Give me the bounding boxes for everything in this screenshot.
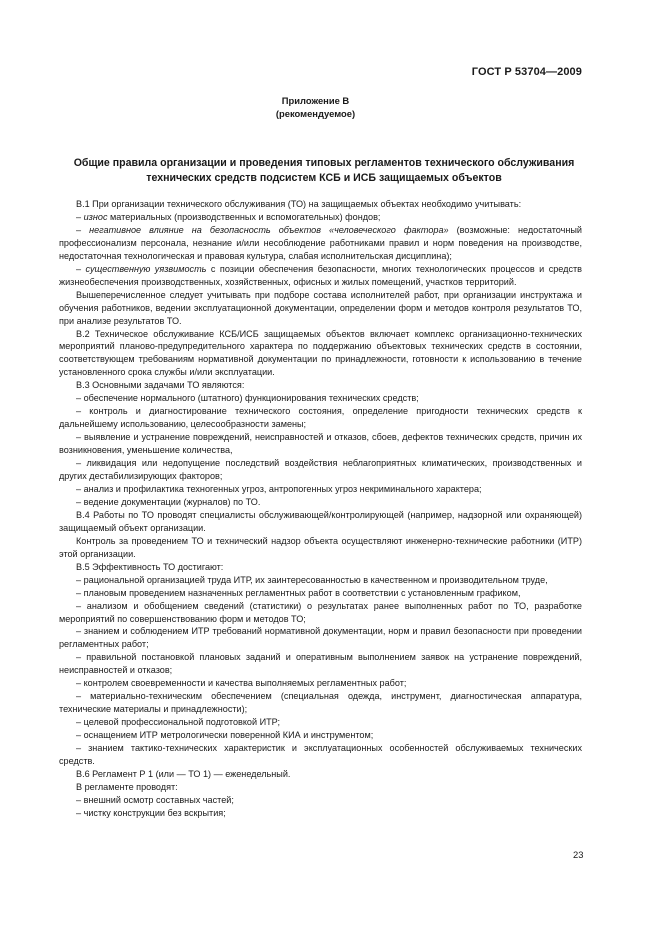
paragraph: – негативное влияние на безопасность объектов «человеческого фактора» (возможные: недостаточный профессионализм персонала, незнание и/или несоблюдение работниками правил и норм поведения на производстве, недостаточная технологическая и правовая культура, слабая исполнительская дисциплина);	[59, 224, 582, 261]
paragraph: В.4 Работы по ТО проводят специалисты обслуживающей/контролирующей (например, надзорной или охраняющей) защищаемый объект организации.	[59, 509, 582, 533]
standard-header: ГОСТ Р 53704—2009	[471, 66, 582, 78]
paragraph: – материально-техническим обеспечением (специальная одежда, инструмент, диагностическая аппаратура, технические материалы и принадлежности);	[59, 691, 582, 715]
paragraph: В.5 Эффективность ТО достигают:	[76, 561, 224, 572]
paragraph: – анализ и профилактика техногенных угроз, антропогенных угроз некриминального характера;	[76, 483, 482, 494]
appendix-heading	[0, 94, 631, 120]
paragraph: – знанием и соблюдением ИТР требований нормативной документации, норм и правил безопасности при проведении регламентных работ;	[59, 626, 582, 650]
paragraph: – целевой профессиональной подготовкой ИТР;	[76, 717, 281, 728]
paragraph: – правильной постановкой плановых заданий и оперативным выполнением заявок на устранение повреждений, неисправностей и отказов;	[59, 652, 582, 676]
appendix-note: (рекомендуемое)	[275, 108, 356, 119]
paragraph: – выявление и устранение повреждений, неисправностей и отказов, сбоев, дефектов технических средств, причин их возникновения, уменьшение количества,	[59, 432, 582, 456]
page-number: 23	[573, 849, 584, 860]
paragraph: – ведение документации (журналов) по ТО.	[76, 496, 261, 507]
paragraph: В регламенте проводят:	[76, 781, 178, 792]
paragraph: В.3 Основными задачами ТО являются:	[76, 380, 245, 391]
paragraph: В.2 Техническое обслуживание КСБ/ИСБ защищаемых объектов включает комплекс организационно-технических мероприятий планово-предупредительного характера по поддержанию объектовых технических средств в состоянии, соответствующем требованиям нормативной документации по принадлежности, готовности к использованию в течение установленного срока службы и/или эксплуатации.	[59, 328, 582, 378]
paragraph: – оснащением ИТР метрологически поверенной КИА и инструментом;	[76, 730, 374, 741]
paragraph: – ликвидация или недопущение последствий воздействия неблагоприятных климатических, производственных и других дестабилизирующих факторов;	[59, 458, 582, 482]
paragraph: – существенную уязвимость с позиции обеспечения безопасности, многих технологических процессов и средств жизнеобеспечения производственных, хозяйственных, офисных и жилых помещений, участков территорий.	[59, 263, 583, 287]
paragraph: – рациональной организацией труда ИТР, их заинтересованностью в качественном и производительном труде,	[76, 574, 548, 585]
paragraph: – плановым проведением назначенных регламентных работ в соответствии с установленным графиком,	[76, 587, 521, 598]
section-title: Общие правила организации и проведения типовых регламентов технического обслуживания технических средств подсистем КСБ и ИСБ защищаемых объектов	[73, 157, 575, 184]
paragraph: – знанием тактико-технических характеристик и эксплуатационных особенностей обслуживаемых технических средств.	[59, 743, 582, 766]
paragraph: – анализом и обобщением сведений (статистики) о результатах ранее выполненных работ по ТО, разработке мероприятий по совершенствованию форм и методов ТО;	[59, 600, 582, 624]
paragraph: – износ материальных (производственных и вспомогательных) фондов;	[76, 211, 381, 222]
paragraph: – чистку конструкции без вскрытия;	[76, 807, 226, 818]
paragraph: – внешний осмотр составных частей;	[76, 794, 234, 805]
paragraph: Вышеперечисленное следует учитывать при подборе состава исполнителей работ, при организации инструктажа и обучения работников, ведении эксплуатационной документации, определении форм и методов контроля результатов ТО, при анализе результатов ТО.	[59, 289, 582, 326]
paragraph: В.1 При организации технического обслуживания (ТО) на защищаемых объектах необходимо учитывать:	[76, 199, 522, 209]
paragraph: – обеспечение нормального (штатного) функционирования технических средств;	[76, 393, 419, 404]
paragraph: – контроль и диагностирование технического состояния, определение пригодности технических средств к дальнейшему использованию, целесообразности замены;	[59, 406, 582, 430]
appendix-title: Приложение В	[281, 95, 350, 106]
paragraph: В.6 Регламент Р 1 (или — ТО 1) — еженедельный.	[76, 768, 291, 779]
body-text	[59, 198, 582, 820]
paragraph: – контролем своевременности и качества выполняемых регламентных работ;	[76, 678, 407, 689]
paragraph: Контроль за проведением ТО и технический надзор объекта осуществляют инженерно-технические работники (ИТР) этой организации.	[59, 535, 582, 559]
